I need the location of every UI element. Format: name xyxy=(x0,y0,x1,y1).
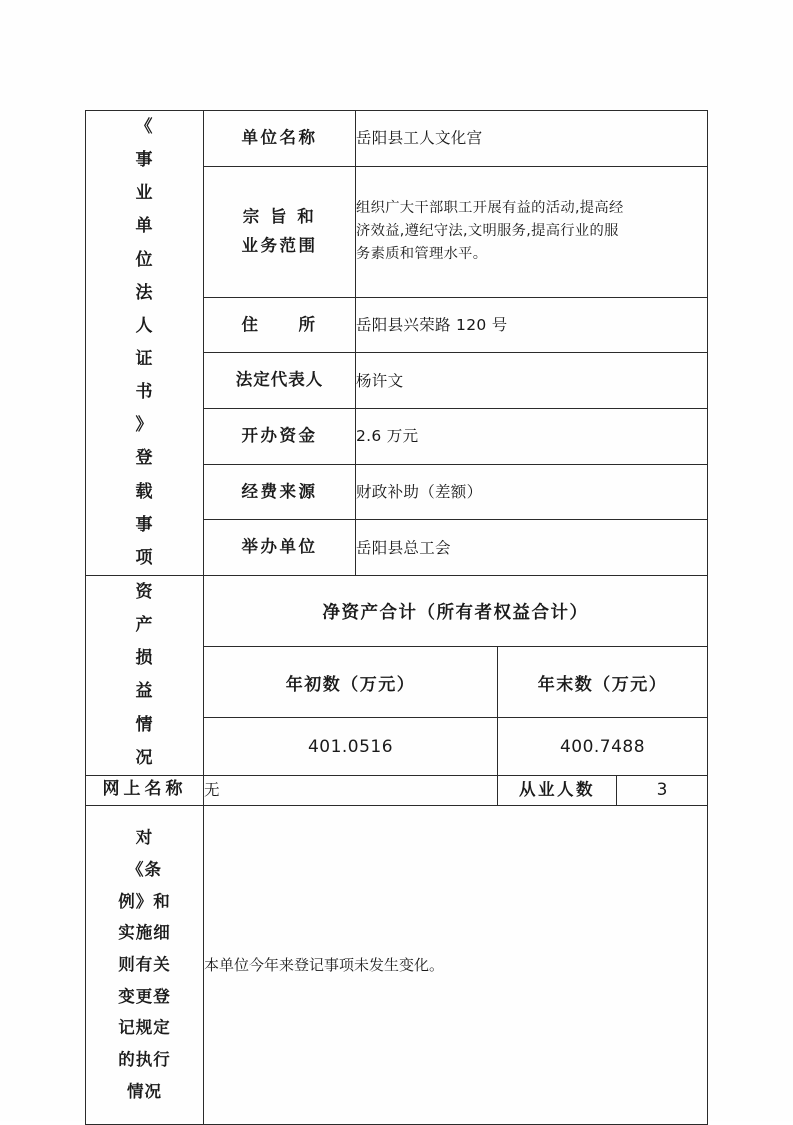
column-header-begin-year: 年初数（万元） xyxy=(204,647,498,718)
table-row xyxy=(86,111,708,167)
field-value-address: 岳阳县兴荣路 120 号 xyxy=(356,297,708,353)
field-value-regulation-compliance: 本单位今年来登记事项未发生变化。 xyxy=(204,805,708,1124)
field-label-funding-source: 经费来源 xyxy=(204,464,356,520)
field-label-purpose-scope: 宗 旨 和 业务范围 xyxy=(204,166,356,297)
staff-count-cell xyxy=(498,775,708,805)
field-value-funding-source: 财政补助（差额） xyxy=(356,464,708,520)
left-label-registration: 《 事 业 单 位 法 人 证 书 》 登 载 事 项 xyxy=(86,111,204,576)
field-value-purpose-scope: 组织广大干部职工开展有益的活动,提高经 济效益,遵纪守法,文明服务,提高行业的服 务素质和管理水平。 xyxy=(356,166,708,297)
table-row xyxy=(86,805,708,1124)
left-label-online-name: 网上名称 xyxy=(86,775,204,805)
field-value-online-name: 无 xyxy=(204,775,498,805)
field-value-legal-representative: 杨许文 xyxy=(356,353,708,409)
registration-table xyxy=(85,110,708,1125)
column-header-end-year: 年末数（万元） xyxy=(498,647,708,718)
table-row xyxy=(86,775,708,805)
field-value-organizer: 岳阳县总工会 xyxy=(356,520,708,576)
left-label-regulation-compliance: 对 《条 例》和 实施细 则有关 变更登 记规定 的执行 情况 xyxy=(86,805,204,1124)
field-label-legal-representative: 法定代表人 xyxy=(204,353,356,409)
field-label-startup-capital: 开办资金 xyxy=(204,409,356,465)
field-value-startup-capital: 2.6 万元 xyxy=(356,409,708,465)
field-label-organizer: 举办单位 xyxy=(204,520,356,576)
field-label-unit-name: 单位名称 xyxy=(204,111,356,167)
field-value-unit-name: 岳阳县工人文化宫 xyxy=(356,111,708,167)
value-begin-year: 401.0516 xyxy=(204,718,498,776)
table-row xyxy=(86,575,708,646)
field-label-address: 住 所 xyxy=(204,297,356,353)
field-label-staff-count: 从业人数 xyxy=(498,776,617,805)
left-label-assets: 资 产 损 益 情 况 xyxy=(86,575,204,775)
value-end-year: 400.7488 xyxy=(498,718,708,776)
net-assets-heading: 净资产合计（所有者权益合计） xyxy=(204,575,708,646)
field-value-staff-count: 3 xyxy=(656,780,668,801)
